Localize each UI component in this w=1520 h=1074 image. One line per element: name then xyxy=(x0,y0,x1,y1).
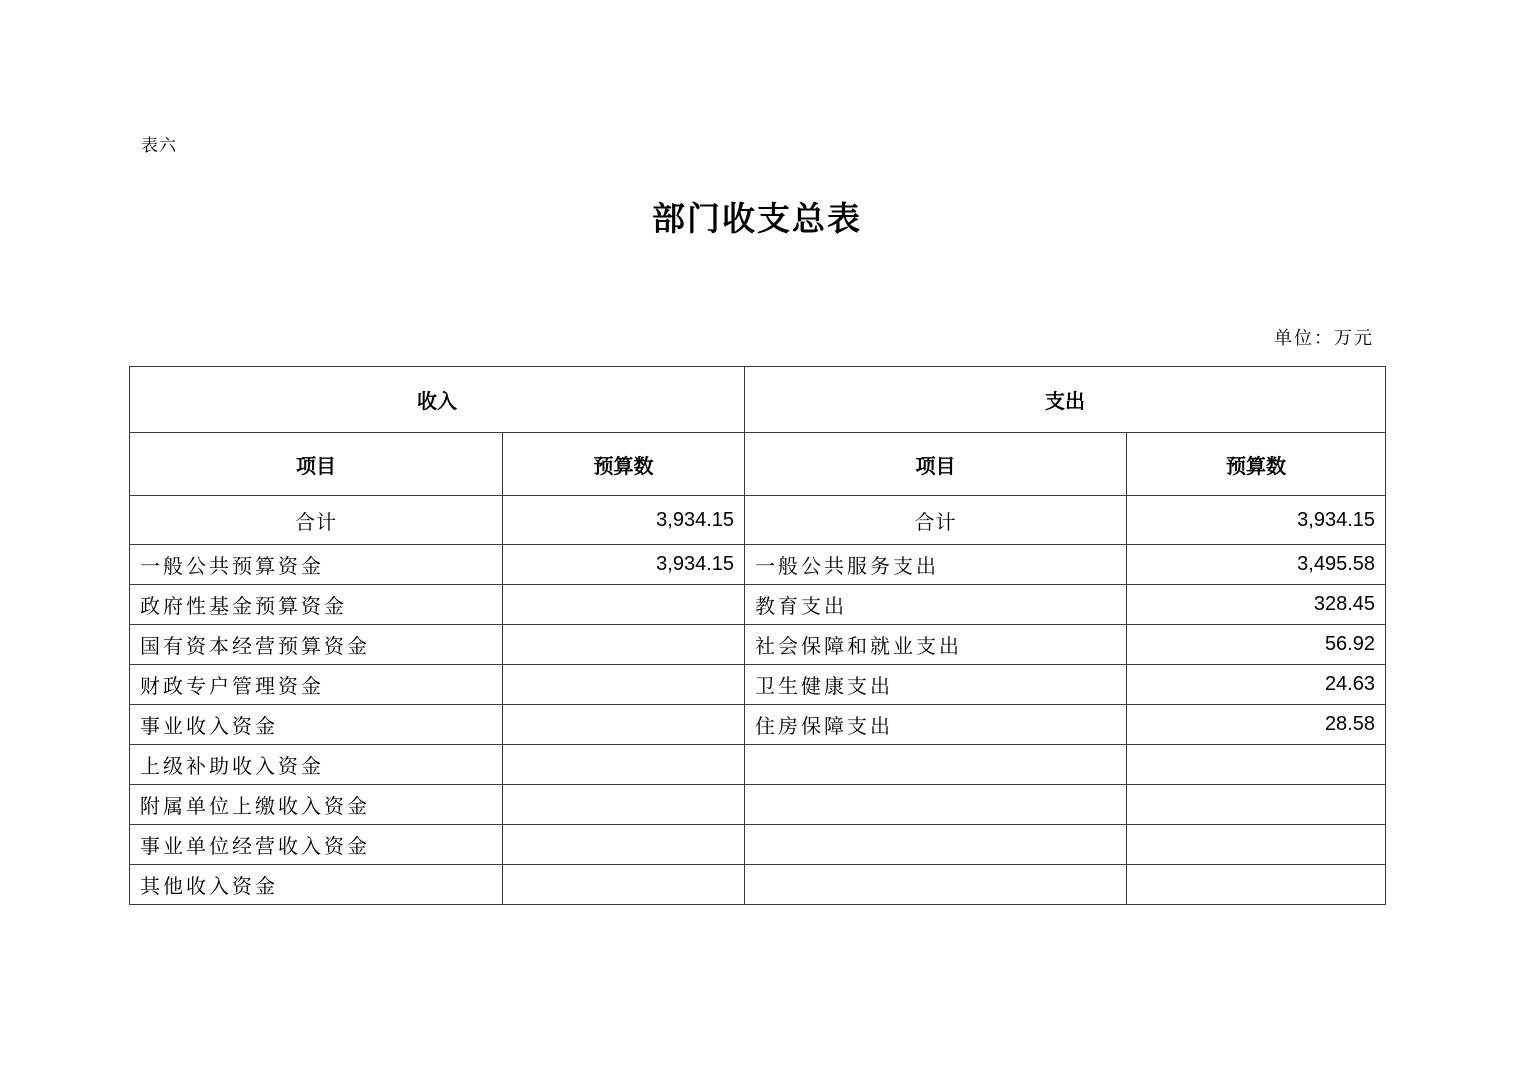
income-item-cell: 政府性基金预算资金 xyxy=(130,585,503,625)
section-header-row xyxy=(130,367,1386,433)
expense-item-cell xyxy=(745,785,1127,825)
expense-amount-cell xyxy=(1127,825,1386,865)
column-header-row xyxy=(130,433,1386,496)
income-item-cell: 其他收入资金 xyxy=(130,865,503,905)
table-row xyxy=(130,705,1386,745)
expense-item-cell xyxy=(745,745,1127,785)
budget-summary-table xyxy=(129,366,1386,905)
table-row xyxy=(130,665,1386,705)
income-amount-column-header: 预算数 xyxy=(503,433,745,496)
expense-amount-cell: 28.58 xyxy=(1127,705,1386,745)
expense-item-cell: 一般公共服务支出 xyxy=(745,545,1127,585)
table-row xyxy=(130,745,1386,785)
income-item-cell: 事业单位经营收入资金 xyxy=(130,825,503,865)
income-item-cell: 附属单位上缴收入资金 xyxy=(130,785,503,825)
table-row xyxy=(130,825,1386,865)
income-item-cell: 财政专户管理资金 xyxy=(130,665,503,705)
table-row xyxy=(130,585,1386,625)
expense-item-cell: 住房保障支出 xyxy=(745,705,1127,745)
income-section-header: 收入 xyxy=(130,367,745,433)
income-amount-cell xyxy=(503,585,745,625)
expense-item-cell: 社会保障和就业支出 xyxy=(745,625,1127,665)
table-row xyxy=(130,865,1386,905)
expense-section-header: 支出 xyxy=(745,367,1386,433)
expense-amount-cell: 3,495.58 xyxy=(1127,545,1386,585)
expense-item-column-header: 项目 xyxy=(745,433,1127,496)
expense-amount-cell xyxy=(1127,865,1386,905)
expense-item-cell xyxy=(745,825,1127,865)
expense-item-cell xyxy=(745,865,1127,905)
expense-amount-cell: 24.63 xyxy=(1127,665,1386,705)
income-item-cell: 上级补助收入资金 xyxy=(130,745,503,785)
income-item-cell: 一般公共预算资金 xyxy=(130,545,503,585)
expense-amount-cell xyxy=(1127,785,1386,825)
income-amount-cell xyxy=(503,745,745,785)
page-title: 部门收支总表 xyxy=(652,199,862,238)
expense-total-label: 合计 xyxy=(745,496,1127,545)
income-total-amount: 3,934.15 xyxy=(503,496,745,545)
income-amount-cell xyxy=(503,825,745,865)
expense-total-amount: 3,934.15 xyxy=(1127,496,1386,545)
income-total-label: 合计 xyxy=(130,496,503,545)
income-item-cell: 国有资本经营预算资金 xyxy=(130,625,503,665)
income-amount-cell xyxy=(503,865,745,905)
income-amount-cell xyxy=(503,785,745,825)
income-amount-cell xyxy=(503,665,745,705)
income-item-column-header: 项目 xyxy=(130,433,503,496)
expense-amount-cell xyxy=(1127,745,1386,785)
unit-label: 单位：万元 xyxy=(1274,328,1374,349)
income-amount-cell: 3,934.15 xyxy=(503,545,745,585)
table-number-label: 表六 xyxy=(141,136,177,156)
total-row xyxy=(130,496,1386,545)
expense-item-cell: 卫生健康支出 xyxy=(745,665,1127,705)
income-amount-cell xyxy=(503,705,745,745)
expense-amount-cell: 56.92 xyxy=(1127,625,1386,665)
expense-amount-column-header: 预算数 xyxy=(1127,433,1386,496)
table-row xyxy=(130,785,1386,825)
income-item-cell: 事业收入资金 xyxy=(130,705,503,745)
table-row xyxy=(130,625,1386,665)
income-amount-cell xyxy=(503,625,745,665)
expense-amount-cell: 328.45 xyxy=(1127,585,1386,625)
table-row xyxy=(130,545,1386,585)
expense-item-cell: 教育支出 xyxy=(745,585,1127,625)
